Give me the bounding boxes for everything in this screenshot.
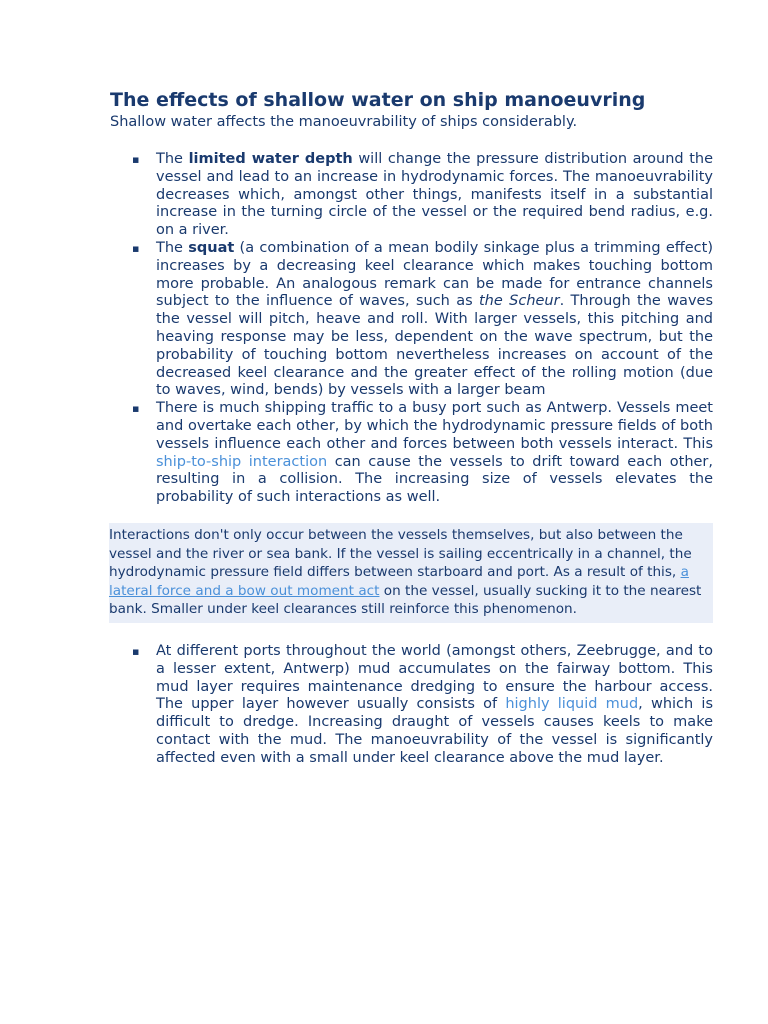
ship-to-ship-interaction-link[interactable]: ship-to-ship interaction [156, 453, 328, 470]
bullet-icon: ▪ [132, 402, 140, 416]
list-item-squat: ▪ The squat (a combination of a mean bodily sinkage plus a trimming effect) increases by a decreasing keel clearance which makes touching bottom more probable. An analogous remark can be made for entrance channels subject to the influence of waves, such as the Scheur. Through the waves the vessel will pitch, heave and roll. With larger vessels, this pitching and heaving response may be less, dependent on the wave spectrum, but the probability of touching bottom nevertheless increases on account of the decreased keel clearance and the greater effect of the rolling motion (due to waves, wind, bends) by vessels with a larger beam [132, 239, 713, 399]
bullet-icon: ▪ [132, 644, 140, 658]
lateral-force-link[interactable]: a lateral force and a bow out moment act [109, 564, 689, 599]
bullet-icon: ▪ [132, 241, 140, 255]
list-item-mud: ▪ At different ports throughout the world (amongst others, Zeebrugge, and to a lesser extent, Antwerp) mud accumulates on the fairway bottom. This mud layer requires maintenance dredging to ensure the harbour access. The upper layer however usually consists of highly liquid mud, which is difficult to dredge. Increasing draught of vessels causes keels to make contact with the mud. The manoeuvrability of the vessel is significantly affected even with a small under keel clearance above the mud layer. [132, 642, 713, 766]
term-the-scheur: the Scheur [479, 293, 560, 310]
page-title: The effects of shallow water on ship manoeuvring [110, 89, 646, 111]
term-squat: squat [188, 239, 235, 256]
highly-liquid-mud-link[interactable]: highly liquid mud [505, 696, 639, 713]
term-limited-water-depth: limited water depth [188, 151, 353, 167]
list-item-water-depth: ▪ The limited water depth will change the pressure distribution around the vessel and lead to an increase in hydrodynamic forces. The manoeuvrability decreases which, amongst other things, manifests itself in a substantial increase in the turning circle of the vessel or the required bend radius, e.g. on a river. [132, 151, 713, 239]
mud-list [110, 643, 713, 768]
document-page [110, 88, 713, 767]
bullet-icon: ▪ [132, 153, 140, 166]
effects-list [110, 151, 713, 507]
list-item-shipping-traffic: ▪ There is much shipping traffic to a busy port such as Antwerp. Vessels meet and overtake each other, by which the hydrodynamic pressure fields of both vessels influence each other and forces between both vessels interact. This ship-to-ship interaction can cause the vessels to drift toward each other, resulting in a collision. The increasing size of vessels elevates the probability of such interactions as well. [132, 400, 713, 506]
intro-text: Shallow water affects the manoeuvrability of ships considerably. [110, 114, 578, 130]
interaction-callout: Interactions don't only occur between the vessels themselves, but also between the vessel and the river or sea bank. If the vessel is sailing eccentrically in a channel, the hydrodynamic pressure field differs between starboard and port. As a result of this, a lateral force and a bow out moment act on the vessel, usually sucking it to the nearest bank. Smaller under keel clearances still reinforce this phenomenon. [109, 523, 713, 623]
